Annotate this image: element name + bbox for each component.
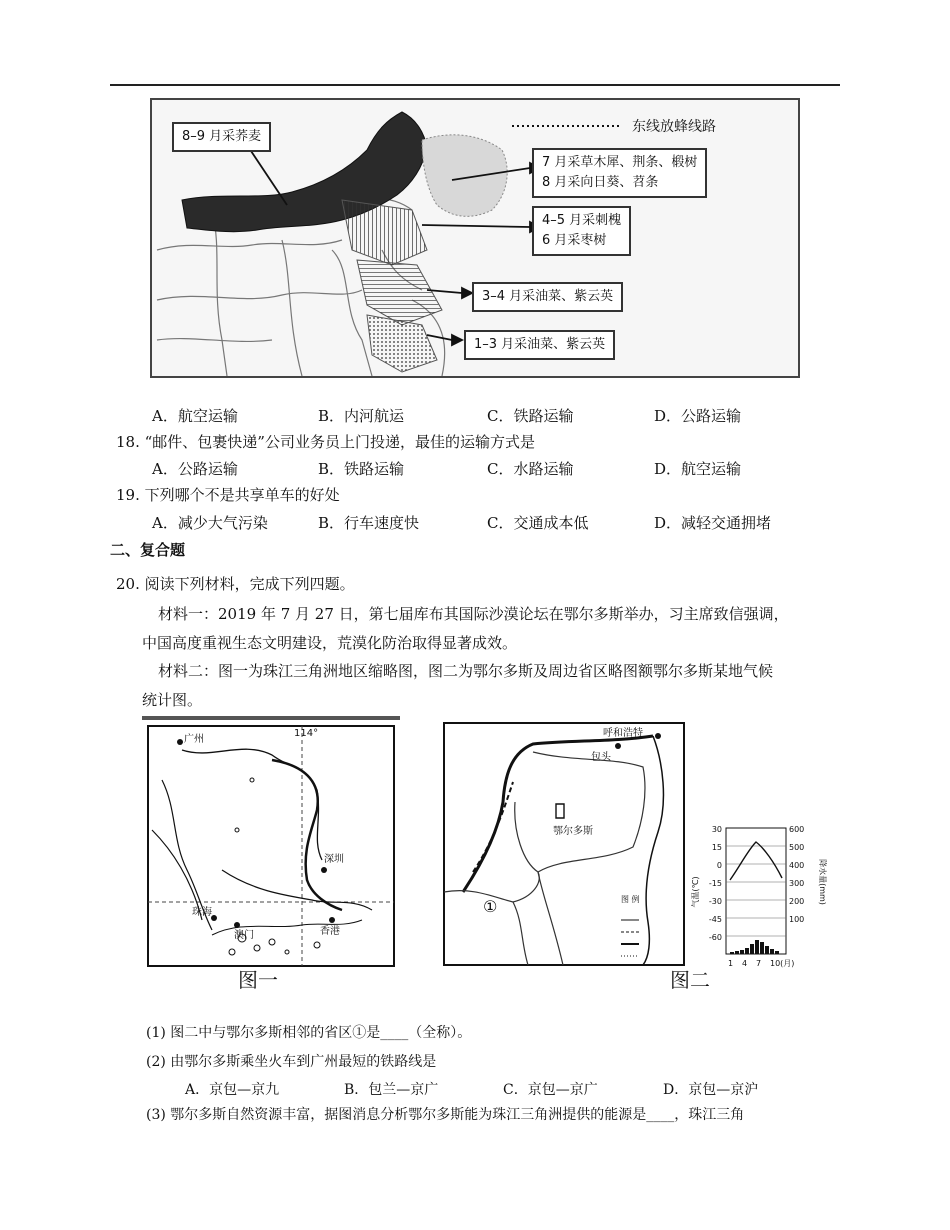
precip-bar [750, 944, 754, 954]
label-buckwheat-text: 8–9 月采荞麦 [182, 129, 262, 144]
south-dotted-region [367, 315, 437, 372]
sub-question-2: (2) 由鄂尔多斯乘坐火车到广州最短的铁路线是 [146, 1054, 437, 1070]
material2-line1: 材料二：图一为珠江三角洲地区缩略图，图二为鄂尔多斯及周边省区略图额鄂尔多斯某地气候 [158, 662, 774, 680]
label-middle-text: 3–4 月采油菜、紫云英 [482, 289, 614, 304]
temp-tick: 15 [711, 843, 722, 852]
q17-option-b[interactable]: B．内河航运 [318, 407, 405, 425]
label-north [532, 206, 631, 256]
figure1-map [142, 716, 400, 972]
sub2-option-b[interactable]: B．包兰—京广 [344, 1082, 439, 1098]
city-zhuhai: 珠海 [192, 907, 212, 918]
header-rule [110, 84, 840, 86]
label-north-line1: 4–5 月采刺槐 [542, 213, 622, 228]
figure2-map [443, 722, 687, 968]
city-shenzhen: 深圳 [324, 854, 344, 865]
precip-tick: 300 [789, 879, 805, 888]
label-north-line2: 6 月采枣树 [542, 233, 607, 248]
precip-tick: 200 [789, 897, 805, 906]
climate-chart [690, 822, 830, 972]
section-title: 二、复合题 [110, 541, 186, 559]
temp-tick: 0 [716, 861, 722, 870]
q18-stem: 18. “邮件、包裹快递”公司业务员上门投递，最佳的运输方式是 [116, 433, 535, 451]
label-northeast [532, 148, 707, 198]
precip-axis-label: 降水量(mm) [818, 859, 827, 905]
sub2-option-c[interactable]: C．京包—京广 [503, 1082, 598, 1098]
north-china-hatched-region [342, 200, 427, 265]
sub-question-3: (3) 鄂尔多斯自然资源丰富，据图消息分析鄂尔多斯能为珠江三角洲提供的能源是____，珠江三角 [146, 1107, 745, 1123]
sub-question-1: (1) 图二中与鄂尔多斯相邻的省区①是____（全称）。 [146, 1025, 472, 1041]
month-tick: 4 [742, 959, 748, 968]
figure2-caption: 图二 [670, 968, 710, 992]
bee-route-map [150, 98, 800, 378]
label-south-text: 1–3 月采油菜、紫云英 [474, 337, 606, 352]
month-tick: 10(月) [770, 959, 795, 968]
temp-tick: -60 [708, 933, 722, 942]
city-hohhot: 呼和浩特 [603, 728, 643, 739]
q18-option-d[interactable]: D．航空运输 [654, 460, 742, 478]
temp-axis-label: 气温(℃) [691, 876, 700, 908]
label-south [464, 330, 615, 360]
temp-tick: -45 [708, 915, 722, 924]
q18-option-a[interactable]: A．公路运输 [152, 460, 238, 478]
precip-tick: 400 [789, 861, 805, 870]
q20-stem: 20. 阅读下列材料，完成下列四题。 [116, 575, 355, 593]
label-middle [472, 282, 623, 312]
q18-option-b[interactable]: B．铁路运输 [318, 460, 405, 478]
q19-option-c[interactable]: C．交通成本低 [487, 514, 589, 532]
q19-option-b[interactable]: B．行车速度快 [318, 514, 420, 532]
temp-tick: -15 [708, 879, 722, 888]
precip-bar [745, 948, 749, 954]
temp-tick: 30 [711, 825, 722, 834]
precip-tick: 600 [789, 825, 805, 834]
label-northeast-line1: 7 月采草木犀、荆条、椴树 [542, 155, 698, 170]
material1-line1: 材料一：2019 年 7 月 27 日，第七届库布其国际沙漠论坛在鄂尔多斯举办，习主席致信强调， [158, 605, 789, 623]
city-hongkong: 香港 [320, 926, 340, 937]
northeast-dotted-region [422, 135, 507, 217]
temp-tick: -30 [708, 897, 722, 906]
province-mark-1: ① [483, 897, 498, 916]
label-northeast-line2: 8 月采向日葵、苕条 [542, 175, 659, 190]
precip-bar [755, 940, 759, 954]
figure1-caption: 图一 [238, 968, 278, 992]
sub2-option-d[interactable]: D．京包—京沪 [663, 1082, 759, 1098]
city-macau: 澳门 [234, 930, 254, 941]
q17-option-d[interactable]: D．公路运输 [654, 407, 742, 425]
sub2-option-a[interactable]: A．京包—京九 [185, 1082, 280, 1098]
q19-stem: 19. 下列哪个不是共享单车的好处 [116, 486, 340, 504]
city-ordos: 鄂尔多斯 [553, 826, 593, 837]
q17-option-a[interactable]: A．航空运输 [152, 407, 238, 425]
q17-option-c[interactable]: C．铁路运输 [487, 407, 574, 425]
figure2-drawing [443, 722, 687, 968]
precip-bar [760, 942, 764, 954]
precip-bar [740, 950, 744, 954]
precip-bar [735, 951, 739, 954]
legend-title: 图 例 [621, 895, 640, 904]
city-baotou: 包头 [591, 752, 611, 763]
figure1-drawing [142, 720, 400, 972]
legend-text: 东线放蜂线路 [632, 119, 716, 135]
month-tick: 7 [756, 959, 762, 968]
city-guangzhou: 广州 [184, 734, 204, 745]
precip-bar [770, 949, 774, 954]
q18-option-c[interactable]: C．水路运输 [487, 460, 574, 478]
precip-tick: 500 [789, 843, 805, 852]
precip-bar [765, 946, 769, 954]
q19-option-a[interactable]: A．减少大气污染 [152, 514, 268, 532]
precip-bar [775, 951, 779, 954]
precip-tick: 100 [789, 915, 805, 924]
label-buckwheat [172, 122, 271, 152]
month-tick: 1 [728, 959, 734, 968]
material2-line2: 统计图。 [142, 691, 203, 709]
material1-line2: 中国高度重视生态文明建设，荒漠化防治取得显著成效。 [142, 634, 518, 652]
q19-option-d[interactable]: D．减轻交通拥堵 [654, 514, 772, 532]
climate-chart-drawing [690, 822, 830, 972]
longitude-114: 114° [294, 728, 319, 739]
precip-bar [730, 952, 734, 954]
